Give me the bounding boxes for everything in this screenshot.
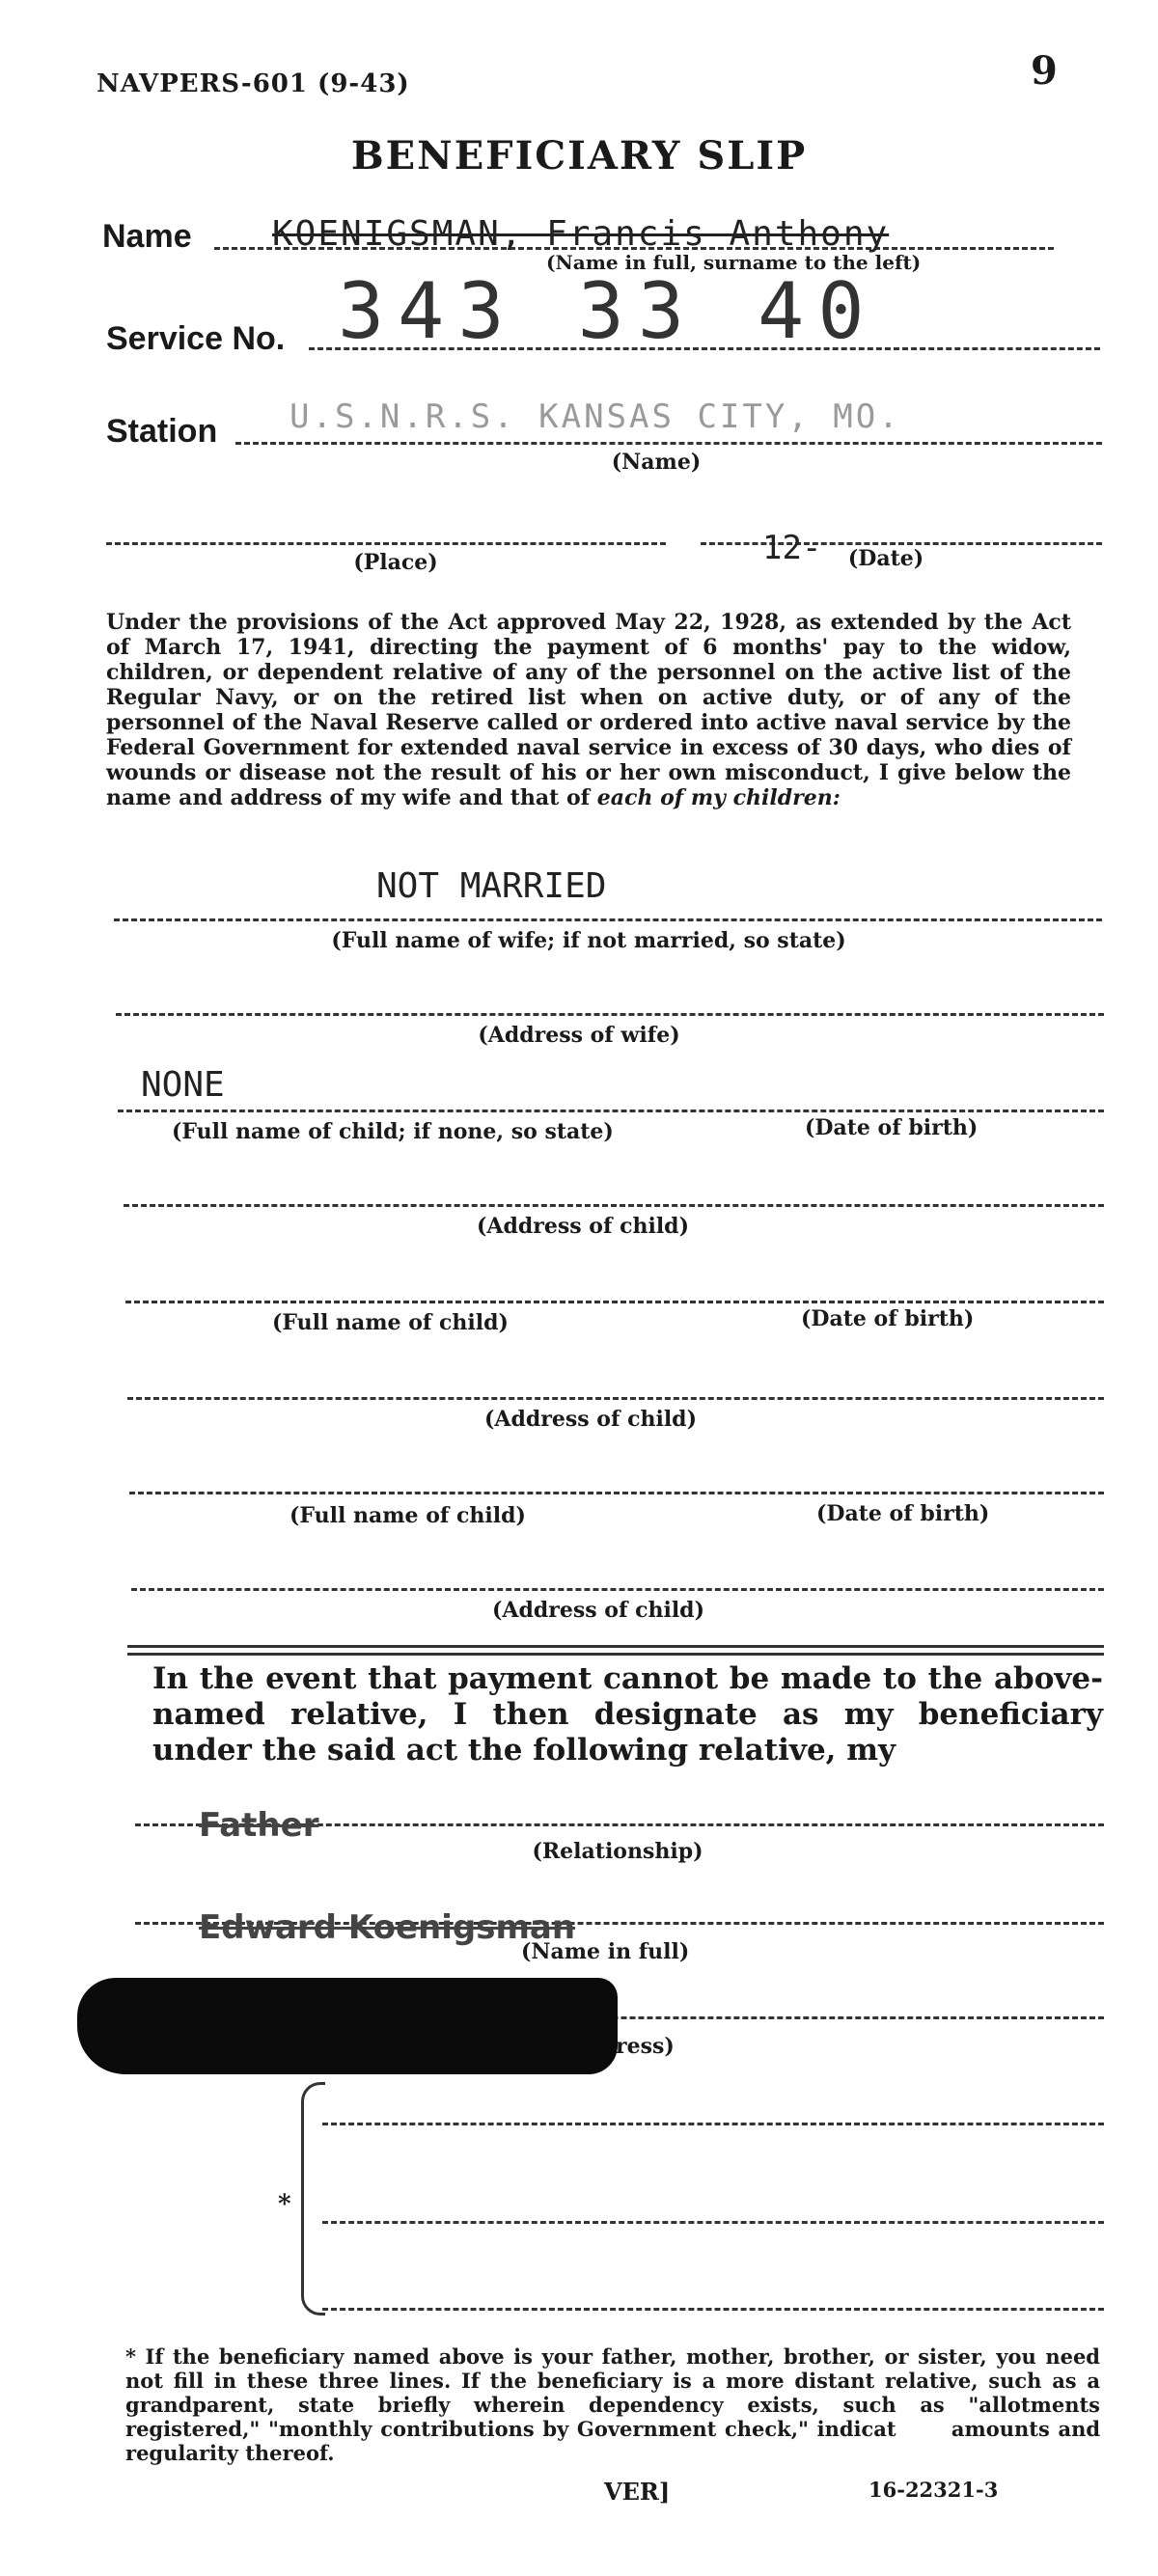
name-caption: (Name in full, surname to the left) <box>546 251 922 274</box>
name-label: Name <box>102 218 192 255</box>
station-caption: (Name) <box>611 450 702 475</box>
dependency-line-2 <box>322 2221 1104 2224</box>
wife-name-line <box>114 918 1102 921</box>
relationship-value[interactable]: Father <box>199 1806 319 1845</box>
station-line <box>235 442 1102 445</box>
section-divider <box>127 1645 1104 1648</box>
date-caption: (Date) <box>847 546 924 571</box>
wife-name-value[interactable]: NOT MARRIED <box>376 866 607 906</box>
child2-address-line <box>127 1397 1104 1400</box>
station-value[interactable]: U.S.N.R.S. KANSAS CITY, MO. <box>290 397 901 436</box>
child1-name-caption: (Full name of child; if none, so state) <box>172 1119 614 1144</box>
child1-name-value[interactable]: NONE <box>141 1065 225 1105</box>
alt-name-value[interactable]: Edward Koenigsman <box>199 1908 576 1947</box>
place-line <box>106 542 666 545</box>
footnote <box>125 2344 1100 2465</box>
wife-name-caption: (Full name of wife; if not married, so state) <box>331 928 846 953</box>
over-indicator: VER] <box>604 2478 671 2506</box>
page-number: 9 <box>1031 48 1058 94</box>
alt-address-caption: ress) <box>616 2034 675 2059</box>
child1-dob-caption: (Date of birth) <box>805 1115 979 1140</box>
asterisk-marker: * <box>278 2190 291 2219</box>
dependency-bracket <box>301 2082 325 2316</box>
station-label: Station <box>106 413 218 450</box>
name-value[interactable]: KOENIGSMAN, Francis Anthony <box>272 214 890 254</box>
dependency-line-3 <box>322 2308 1104 2311</box>
statutory-text: Under the provisions of the Act approved May 22, 1928, as extended by the Act of March 17, 1941, directing the payment of 6 months' pay to the widow, children, or dependent relative of any of the personnel on the active list of the Regular Navy, or on the retired list when on active duty, or of any of the personnel of the Naval Reserve called or ordered into active naval service by the Federal Government for extended naval service in excess of 30 days, who dies of wounds or disease not the result of his or her own misconduct, I give below the name and address of my wife and that of <box>106 610 1071 810</box>
alternate-paragraph: In the event that payment cannot be made to the above-named relative, I then designate as my beneficiary under the said act the following relative, my <box>152 1661 1103 1768</box>
date-line <box>701 542 1102 545</box>
child3-name-caption: (Full name of child) <box>290 1503 526 1528</box>
child1-address-line <box>124 1204 1104 1207</box>
service-number-value[interactable]: 343 33 40 <box>338 266 878 356</box>
statutory-text-italic: each of my children: <box>596 785 841 810</box>
dependency-line-1 <box>322 2123 1104 2125</box>
alt-name-caption: (Name in full) <box>521 1939 690 1964</box>
place-caption: (Place) <box>353 550 438 575</box>
section-divider-2 <box>127 1653 1104 1656</box>
footnote-tail: amounts and regularity thereof. <box>125 2417 1101 2465</box>
form-id: NAVPERS-601 (9-43) <box>96 69 410 98</box>
page-title: BENEFICIARY SLIP <box>350 133 808 178</box>
relationship-caption: (Relationship) <box>532 1839 703 1864</box>
redaction-block <box>77 1978 618 2074</box>
child3-name-line <box>129 1492 1104 1494</box>
print-code: 16-22321-3 <box>868 2478 999 2502</box>
child2-address-caption: (Address of child) <box>484 1407 697 1432</box>
child3-address-line <box>131 1588 1104 1591</box>
child2-dob-caption: (Date of birth) <box>801 1306 975 1331</box>
child2-name-line <box>125 1301 1104 1303</box>
statutory-paragraph <box>106 610 1071 810</box>
footnote-text: * If the beneficiary named above is your father, mother, brother, or sister, you need not fill in these three lines. If the beneficiary is a more distant relative, such as a grandparent, state briefly wherein dependency exists, such as "allotments registered," "monthly contributions by Government check," indicat <box>125 2344 1100 2441</box>
child3-dob-caption: (Date of birth) <box>816 1501 990 1526</box>
child2-name-caption: (Full name of child) <box>272 1310 509 1335</box>
service-label: Service No. <box>106 320 286 357</box>
wife-address-caption: (Address of wife) <box>478 1023 680 1048</box>
date-value[interactable]: 12- <box>762 529 822 567</box>
child3-address-caption: (Address of child) <box>492 1598 704 1623</box>
child1-name-line <box>118 1110 1104 1112</box>
wife-address-line <box>116 1013 1104 1016</box>
child1-address-caption: (Address of child) <box>477 1214 689 1239</box>
